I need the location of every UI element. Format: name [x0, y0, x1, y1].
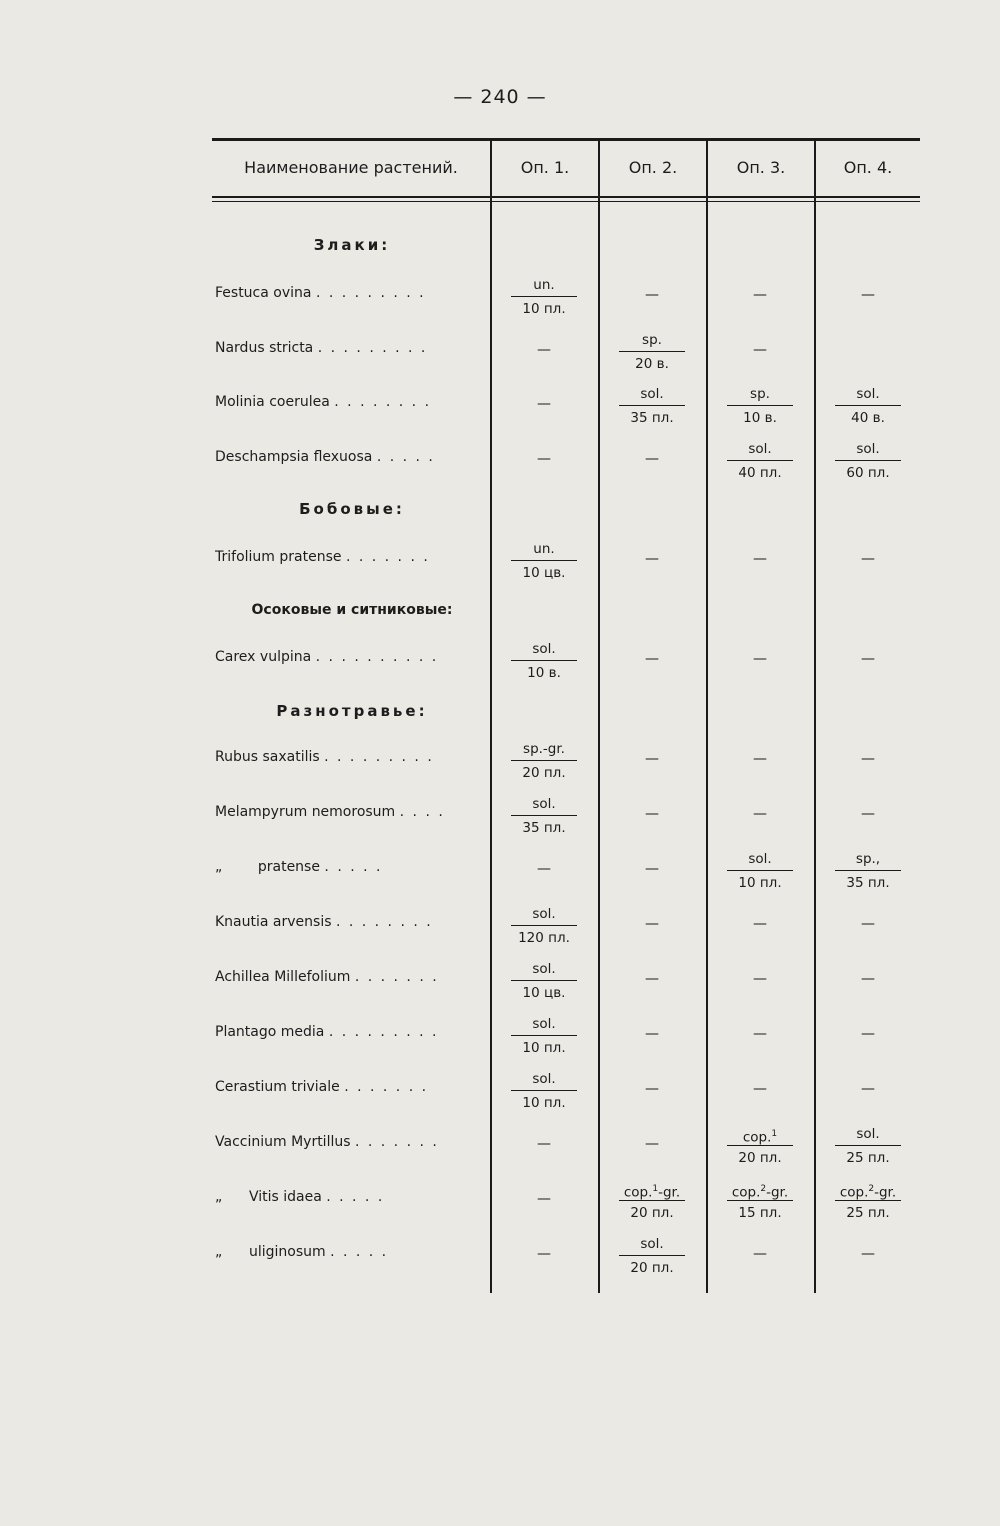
- abundance-cell-op4: [814, 439, 922, 483]
- abundance-value: cop.$^1$: [742, 1129, 778, 1146]
- plant-name: [215, 1244, 485, 1260]
- count-value: 40 пл.: [738, 465, 782, 481]
- count-value: 10 в.: [743, 410, 777, 426]
- absent-dash-op3: —: [753, 971, 767, 987]
- abundance-cell-op1: [490, 639, 598, 683]
- abundance-value: sp.: [750, 386, 770, 402]
- absent-dash-op4: —: [861, 1246, 875, 1262]
- absent-dash-op2: —: [645, 971, 659, 987]
- abundance-value: sol.: [532, 1016, 556, 1032]
- count-value: 35 пл.: [846, 875, 890, 891]
- count-value: 60 пл.: [846, 465, 890, 481]
- abundance-cell-op1: [490, 539, 598, 583]
- count-value: 10 в.: [527, 665, 561, 681]
- count-value: 20 пл.: [630, 1260, 674, 1276]
- abundance-value: sol.: [532, 796, 556, 812]
- abundance-value: sol.: [748, 851, 772, 867]
- fraction-bar: [727, 405, 793, 406]
- absent-dash-op3: —: [753, 651, 767, 667]
- abundance-value: sol.: [532, 961, 556, 977]
- abundance-cell-op2: [598, 330, 706, 374]
- plant-name: [215, 449, 485, 465]
- count-value: 10 пл.: [522, 1095, 566, 1111]
- fraction-bar: [511, 815, 577, 816]
- absent-dash-op1: —: [537, 861, 551, 877]
- abundance-cell-op1: [490, 739, 598, 783]
- count-value: 10 цв.: [522, 985, 566, 1001]
- count-value: 15 пл.: [738, 1205, 782, 1221]
- abundance-value: un.: [533, 277, 555, 293]
- plant-name: [215, 340, 485, 356]
- leader-dots: . . . . . . . . .: [324, 749, 434, 765]
- plant-name-text: Trifolium pratense: [215, 549, 346, 565]
- absent-dash-op1: —: [537, 1246, 551, 1262]
- fraction-bar: [727, 870, 793, 871]
- abundance-cell-op2: [598, 1234, 706, 1278]
- fraction-bar: [835, 405, 901, 406]
- column-divider-4: [814, 141, 816, 1293]
- plant-name: [215, 969, 485, 985]
- abundance-value: sol.: [856, 441, 880, 457]
- abundance-value: un.: [533, 541, 555, 557]
- header-op3: Оп. 3.: [736, 158, 786, 177]
- section-sedges: Осоковые и ситниковые:: [251, 602, 453, 618]
- header-plant-name: Наименование растений.: [244, 158, 458, 177]
- abundance-value: sol.: [532, 641, 556, 657]
- absent-dash-op3: —: [753, 1026, 767, 1042]
- fraction-bar: [619, 351, 685, 352]
- plant-name-text: Plantago media: [215, 1024, 329, 1040]
- count-value: 35 пл.: [522, 820, 566, 836]
- absent-dash-op2: —: [645, 1081, 659, 1097]
- leader-dots: . . . . .: [330, 1244, 389, 1260]
- absent-dash-op2: —: [645, 916, 659, 932]
- abundance-value: sp.: [642, 332, 662, 348]
- abundance-value: sol.: [640, 1236, 664, 1252]
- section-grasses: Злаки:: [313, 236, 391, 254]
- count-value: 35 пл.: [630, 410, 674, 426]
- abundance-cell-op1: [490, 904, 598, 948]
- abundance-value: sol.: [748, 441, 772, 457]
- abundance-value: sol.: [856, 1126, 880, 1142]
- absent-dash-op4: —: [861, 971, 875, 987]
- plant-name: [215, 1024, 485, 1040]
- abundance-value: cop.$^2$-gr.: [731, 1184, 789, 1201]
- plant-name: [215, 1079, 485, 1095]
- plant-name-text: Cerastium triviale: [215, 1079, 345, 1095]
- plant-name-text: Deschampsia flexuosa: [215, 449, 377, 465]
- abundance-cell-op3: [706, 384, 814, 428]
- leader-dots: . . . . . . . . . .: [315, 649, 439, 665]
- plant-name-text: Festuca ovina: [215, 285, 316, 301]
- fraction-bar: [511, 925, 577, 926]
- fraction-bar: [511, 660, 577, 661]
- plant-name-text: Molinia coerulea: [215, 394, 335, 410]
- leader-dots: . . . . . . .: [354, 1134, 439, 1150]
- count-value: 25 пл.: [846, 1150, 890, 1166]
- leader-dots: . . . . . . .: [345, 549, 430, 565]
- plant-name-text: Rubus saxatilis: [215, 749, 325, 765]
- count-value: 20 пл.: [522, 765, 566, 781]
- absent-dash-op3: —: [753, 751, 767, 767]
- abundance-cell-op1: [490, 794, 598, 838]
- section-legumes: Бобовые:: [299, 500, 405, 518]
- count-value: 10 цв.: [522, 565, 566, 581]
- abundance-cell-op3: [706, 849, 814, 893]
- abundance-value: sp.,: [855, 851, 881, 867]
- count-value: 20 пл.: [630, 1205, 674, 1221]
- fraction-bar: [511, 296, 577, 297]
- leader-dots: . . . . . . . .: [335, 914, 433, 930]
- absent-dash-op3: —: [753, 806, 767, 822]
- fraction-bar: [511, 760, 577, 761]
- absent-dash-op4: —: [861, 751, 875, 767]
- absent-dash-op4: —: [861, 651, 875, 667]
- plant-name: [215, 749, 485, 765]
- column-divider-2: [598, 141, 600, 1293]
- header-op2: Оп. 2.: [628, 158, 678, 177]
- plant-name-text: „ pratense: [215, 859, 325, 875]
- page-number: — 240 —: [453, 86, 547, 108]
- leader-dots: . . . . . . .: [344, 1079, 429, 1095]
- abundance-cell-op4: [814, 1124, 922, 1168]
- absent-dash-op1: —: [537, 342, 551, 358]
- fraction-bar: [511, 560, 577, 561]
- leader-dots: . . . . . . . . .: [328, 1024, 439, 1040]
- absent-dash-op3: —: [753, 1081, 767, 1097]
- absent-dash-op2: —: [645, 861, 659, 877]
- abundance-cell-op1: [490, 1069, 598, 1113]
- absent-dash-op3: —: [753, 287, 767, 303]
- abundance-cell-op4: [814, 1179, 922, 1223]
- leader-dots: . . . . . . . .: [334, 394, 432, 410]
- fraction-bar: [727, 460, 793, 461]
- abundance-cell-op4: [814, 384, 922, 428]
- fraction-bar: [619, 405, 685, 406]
- absent-dash-op4: —: [861, 1081, 875, 1097]
- absent-dash-op4: —: [861, 916, 875, 932]
- fraction-bar: [835, 870, 901, 871]
- plant-name-text: Melampyrum nemorosum: [215, 804, 400, 820]
- absent-dash-op4: —: [861, 806, 875, 822]
- plant-name-text: Achillea Millefolium: [215, 969, 355, 985]
- absent-dash-op2: —: [645, 287, 659, 303]
- count-value: 10 пл.: [522, 301, 566, 317]
- absent-dash-op1: —: [537, 396, 551, 412]
- leader-dots: . . . . . . .: [354, 969, 439, 985]
- absent-dash-op1: —: [537, 451, 551, 467]
- count-value: 10 пл.: [738, 875, 782, 891]
- fraction-bar: [511, 1090, 577, 1091]
- absent-dash-op3: —: [753, 551, 767, 567]
- abundance-value: sp.-gr.: [523, 741, 565, 757]
- absent-dash-op1: —: [537, 1191, 551, 1207]
- abundance-cell-op1: [490, 275, 598, 319]
- plant-name: [215, 649, 485, 665]
- abundance-value: sol.: [532, 1071, 556, 1087]
- plant-name: [215, 804, 485, 820]
- absent-dash-op2: —: [645, 1136, 659, 1152]
- abundance-cell-op3: [706, 1124, 814, 1168]
- leader-dots: . . . .: [399, 804, 445, 820]
- fraction-bar: [835, 1145, 901, 1146]
- fraction-bar: [511, 980, 577, 981]
- abundance-value: cop.$^2$-gr.: [839, 1184, 897, 1201]
- fraction-bar: [835, 460, 901, 461]
- plant-name-text: „ Vitis idaea: [215, 1189, 327, 1205]
- fraction-bar: [511, 1035, 577, 1036]
- absent-dash-op4: —: [861, 1026, 875, 1042]
- abundance-cell-op3: [706, 439, 814, 483]
- plant-name: [215, 1189, 485, 1205]
- absent-dash-op4: —: [861, 287, 875, 303]
- plant-name: [215, 914, 485, 930]
- abundance-cell-op1: [490, 959, 598, 1003]
- plant-name-text: Carex vulpina: [215, 649, 316, 665]
- abundance-value: cop.$^1$-gr.: [623, 1184, 681, 1201]
- absent-dash-op2: —: [645, 806, 659, 822]
- fraction-bar: [619, 1255, 685, 1256]
- count-value: 20 в.: [635, 356, 669, 372]
- abundance-cell-op2: [598, 384, 706, 428]
- absent-dash-op3: —: [753, 916, 767, 932]
- plant-name: [215, 859, 485, 875]
- header-op4: Оп. 4.: [843, 158, 893, 177]
- count-value: 25 пл.: [846, 1205, 890, 1221]
- count-value: 20 пл.: [738, 1150, 782, 1166]
- absent-dash-op3: —: [753, 342, 767, 358]
- leader-dots: . . . . . . . . .: [317, 340, 428, 356]
- absent-dash-op4: —: [861, 551, 875, 567]
- plant-name: [215, 1134, 485, 1150]
- abundance-cell-op4: [814, 849, 922, 893]
- absent-dash-op2: —: [645, 1026, 659, 1042]
- absent-dash-op2: —: [645, 551, 659, 567]
- absent-dash-op2: —: [645, 651, 659, 667]
- leader-dots: . . . . .: [324, 859, 383, 875]
- plant-name-text: Knautia arvensis: [215, 914, 336, 930]
- column-divider-3: [706, 141, 708, 1293]
- section-forbs: Разнотравье:: [276, 702, 428, 720]
- count-value: 120 пл.: [518, 930, 570, 946]
- leader-dots: . . . . . . . . .: [315, 285, 426, 301]
- abundance-cell-op1: [490, 1014, 598, 1058]
- count-value: 10 пл.: [522, 1040, 566, 1056]
- absent-dash-op2: —: [645, 451, 659, 467]
- plant-name-text: Nardus stricta: [215, 340, 318, 356]
- abundance-value: sol.: [856, 386, 880, 402]
- leader-dots: . . . . .: [376, 449, 435, 465]
- abundance-value: sol.: [532, 906, 556, 922]
- abundance-cell-op2: [598, 1179, 706, 1223]
- leader-dots: . . . . .: [326, 1189, 385, 1205]
- absent-dash-op1: —: [537, 1136, 551, 1152]
- plant-name: [215, 394, 485, 410]
- abundance-value: sol.: [640, 386, 664, 402]
- abundance-cell-op3: [706, 1179, 814, 1223]
- header-op1: Оп. 1.: [520, 158, 570, 177]
- plant-name: [215, 549, 485, 565]
- count-value: 40 в.: [851, 410, 885, 426]
- plant-name-text: Vaccinium Myrtillus: [215, 1134, 355, 1150]
- plant-name-text: „ uliginosum: [215, 1244, 331, 1260]
- absent-dash-op2: —: [645, 751, 659, 767]
- absent-dash-op3: —: [753, 1246, 767, 1262]
- plant-name: [215, 285, 485, 301]
